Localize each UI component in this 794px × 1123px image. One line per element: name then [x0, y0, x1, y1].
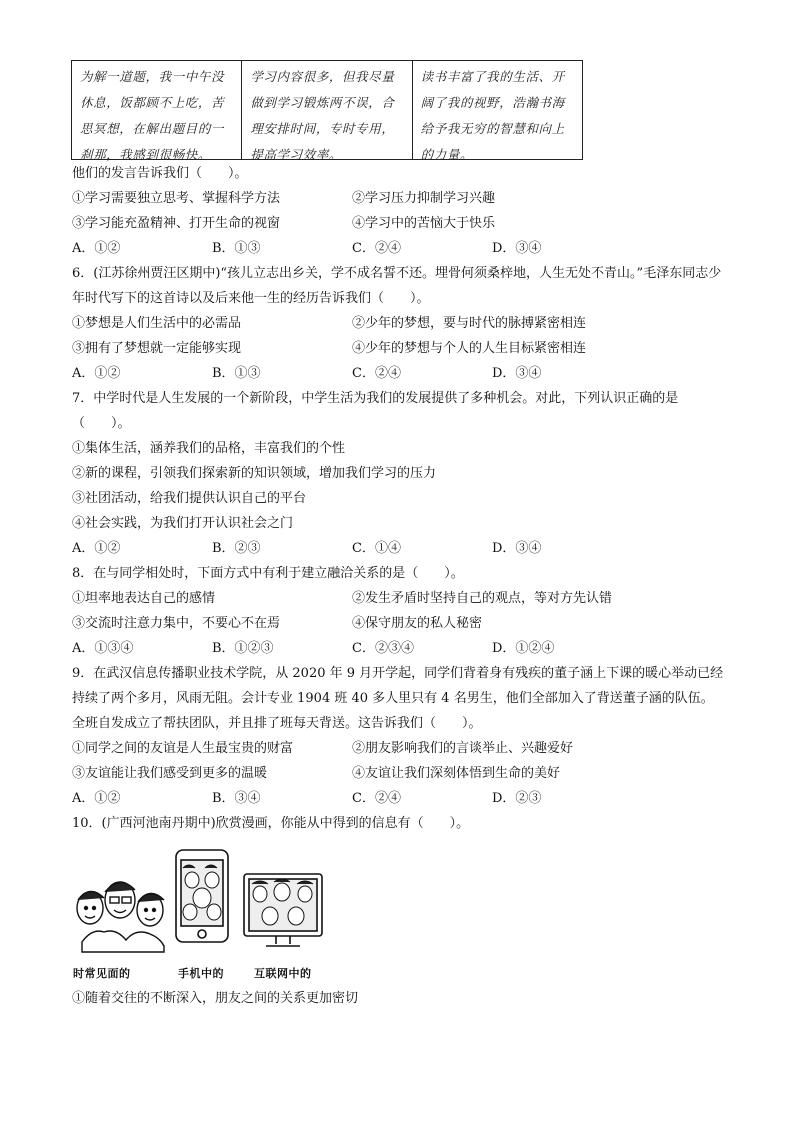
q6-option-1: ①梦想是人们生活中的必需品	[72, 316, 242, 331]
q8-option-4: ④保守朋友的私人秘密	[352, 616, 483, 631]
q8-choice-a[interactable]: A．①③④	[72, 641, 134, 656]
q9-choice-d[interactable]: D．②③	[492, 791, 542, 806]
q5-choice-c[interactable]: C．②④	[352, 241, 401, 256]
q8-choice-d[interactable]: D．①②④	[492, 641, 555, 656]
q5-choice-d[interactable]: D．③④	[492, 241, 542, 256]
q9-option-4: ④友谊让我们深刻体悟到生命的美好	[352, 766, 561, 781]
caption-internet: 互联网中的	[254, 967, 312, 980]
monitor-drawing	[244, 874, 322, 946]
q9-choices	[72, 790, 672, 808]
q7-choice-a[interactable]: A．①②	[72, 541, 121, 556]
q5-option-3: ③学习能充盈精神、打开生命的视窗	[72, 216, 281, 231]
q5-option-1: ①学习需要独立思考、掌握科学方法	[72, 191, 281, 206]
q9-row2	[72, 765, 561, 783]
q8-choice-b[interactable]: B．①②③	[212, 641, 274, 656]
q5-choice-b[interactable]: B．①③	[212, 241, 261, 256]
q9-choice-b[interactable]: B．③④	[212, 791, 261, 806]
q9-option-3: ③友谊能让我们感受到更多的温暖	[72, 766, 268, 781]
q9-choice-c[interactable]: C．②④	[352, 791, 401, 806]
q8-option-1: ①坦率地表达自己的感情	[72, 591, 216, 606]
q7-option-1: ①集体生活，涵养我们的品格，丰富我们的个性	[72, 441, 346, 456]
q5-option-2: ②学习压力抑制学习兴趣	[352, 191, 496, 206]
q6-row2	[72, 340, 587, 358]
q7-choice-b[interactable]: B．②③	[212, 541, 261, 556]
q6-stem: 6．(江苏徐州贾汪区期中)“孩儿立志出乡关，学不成名誓不还。埋骨何须桑梓地，人生无处不青山。”毛泽东同志少年时代写下的这首诗以及后来他一生的经历告诉我们（ ）。	[72, 266, 722, 306]
q7-choices	[72, 540, 672, 558]
quote-cell-2: 学习内容很多，但我尽量做到学习锻炼两不误，合理安排时间，专时专用，提高学习效率。	[242, 61, 412, 159]
q5-row2	[72, 215, 496, 233]
q7-choice-c[interactable]: C．①④	[352, 541, 401, 556]
q7-option-3: ③社团活动，给我们提供认识自己的平台	[72, 491, 307, 506]
quote-cell-1: 为解一道题，我一中午没休息，饭都顾不上吃，苦思冥想，在解出题目的一刹那，我感到很畅快。	[72, 61, 242, 159]
q7-stem: 7．中学时代是人生发展的一个新阶段，中学生活为我们的发展提供了多种机会。对此，下列认识正确的是（ ）。	[72, 391, 679, 431]
q8-row2	[72, 615, 483, 633]
q6-choice-b[interactable]: B．①③	[212, 366, 261, 381]
q5-option-4: ④学习中的苦恼大于快乐	[352, 216, 496, 231]
q5-choice-a[interactable]: A．①②	[72, 241, 121, 256]
q7-choice-d[interactable]: D．③④	[492, 541, 542, 556]
caption-phone: 手机中的	[178, 967, 224, 980]
q9-choice-a[interactable]: A．①②	[72, 791, 121, 806]
quote-table	[71, 60, 583, 160]
q6-choice-a[interactable]: A．①②	[72, 366, 121, 381]
q8-option-2: ②发生矛盾时坚持自己的观点，等对方先认错	[352, 591, 613, 606]
q6-option-3: ③拥有了梦想就一定能够实现	[72, 341, 242, 356]
phone-drawing	[176, 850, 228, 942]
q6-choice-c[interactable]: C．②④	[352, 366, 401, 381]
q6-choice-d[interactable]: D．③④	[492, 366, 542, 381]
q5-stem: 他们的发言告诉我们（ ）。	[72, 166, 248, 181]
q8-stem: 8．在与同学相处时，下面方式中有利于建立融洽关系的是（ ）。	[72, 566, 464, 581]
q8-choice-c[interactable]: C．②③④	[352, 641, 414, 656]
q7-option-2: ②新的课程，引领我们探索新的知识领域，增加我们学习的压力	[72, 466, 437, 481]
friends-cartoon	[68, 848, 338, 968]
caption-in-person: 时常见面的	[73, 967, 131, 980]
q9-option-1: ①同学之间的友谊是人生最宝贵的财富	[72, 741, 294, 756]
q6-row1	[72, 315, 587, 333]
q7-option-4: ④社会实践，为我们打开认识社会之门	[72, 516, 294, 531]
q10-option-1: ①随着交往的不断深入，朋友之间的关系更加密切	[72, 991, 359, 1006]
q8-choices	[72, 640, 672, 658]
q6-choices	[72, 365, 672, 383]
q9-option-2: ②朋友影响我们的言谈举止、兴趣爱好	[352, 741, 574, 756]
q8-row1	[72, 590, 613, 608]
q5-choices	[72, 240, 672, 258]
in-person-friends-drawing	[77, 882, 164, 952]
q10-stem: 10．(广西河池南丹期中)欣赏漫画，你能从中得到的信息有（ ）。	[72, 816, 470, 831]
q6-option-2: ②少年的梦想，要与时代的脉搏紧密相连	[352, 316, 587, 331]
quote-cell-3: 读书丰富了我的生活、开阔了我的视野，浩瀚书海给予我无穷的智慧和向上的力量。	[420, 69, 565, 162]
q9-stem: 9．在武汉信息传播职业技术学院，从 2020 年 9 月开学起，同学们背着身有残疾的董子涵上下课的暖心举动已经持续了两个多月，风雨无阻。会计专业 1904 班 40 多人里只有 4 名男生，他们全部加入了背送董子涵的队伍。全班自发成立了帮扶团队，并且排了班每天背送。这告诉我们（ ）。	[72, 666, 724, 731]
q8-option-3: ③交流时注意力集中，不要心不在焉	[72, 616, 281, 631]
q5-row1	[72, 190, 496, 208]
q6-option-4: ④少年的梦想与个人的人生目标紧密相连	[352, 341, 587, 356]
q9-row1	[72, 740, 574, 758]
